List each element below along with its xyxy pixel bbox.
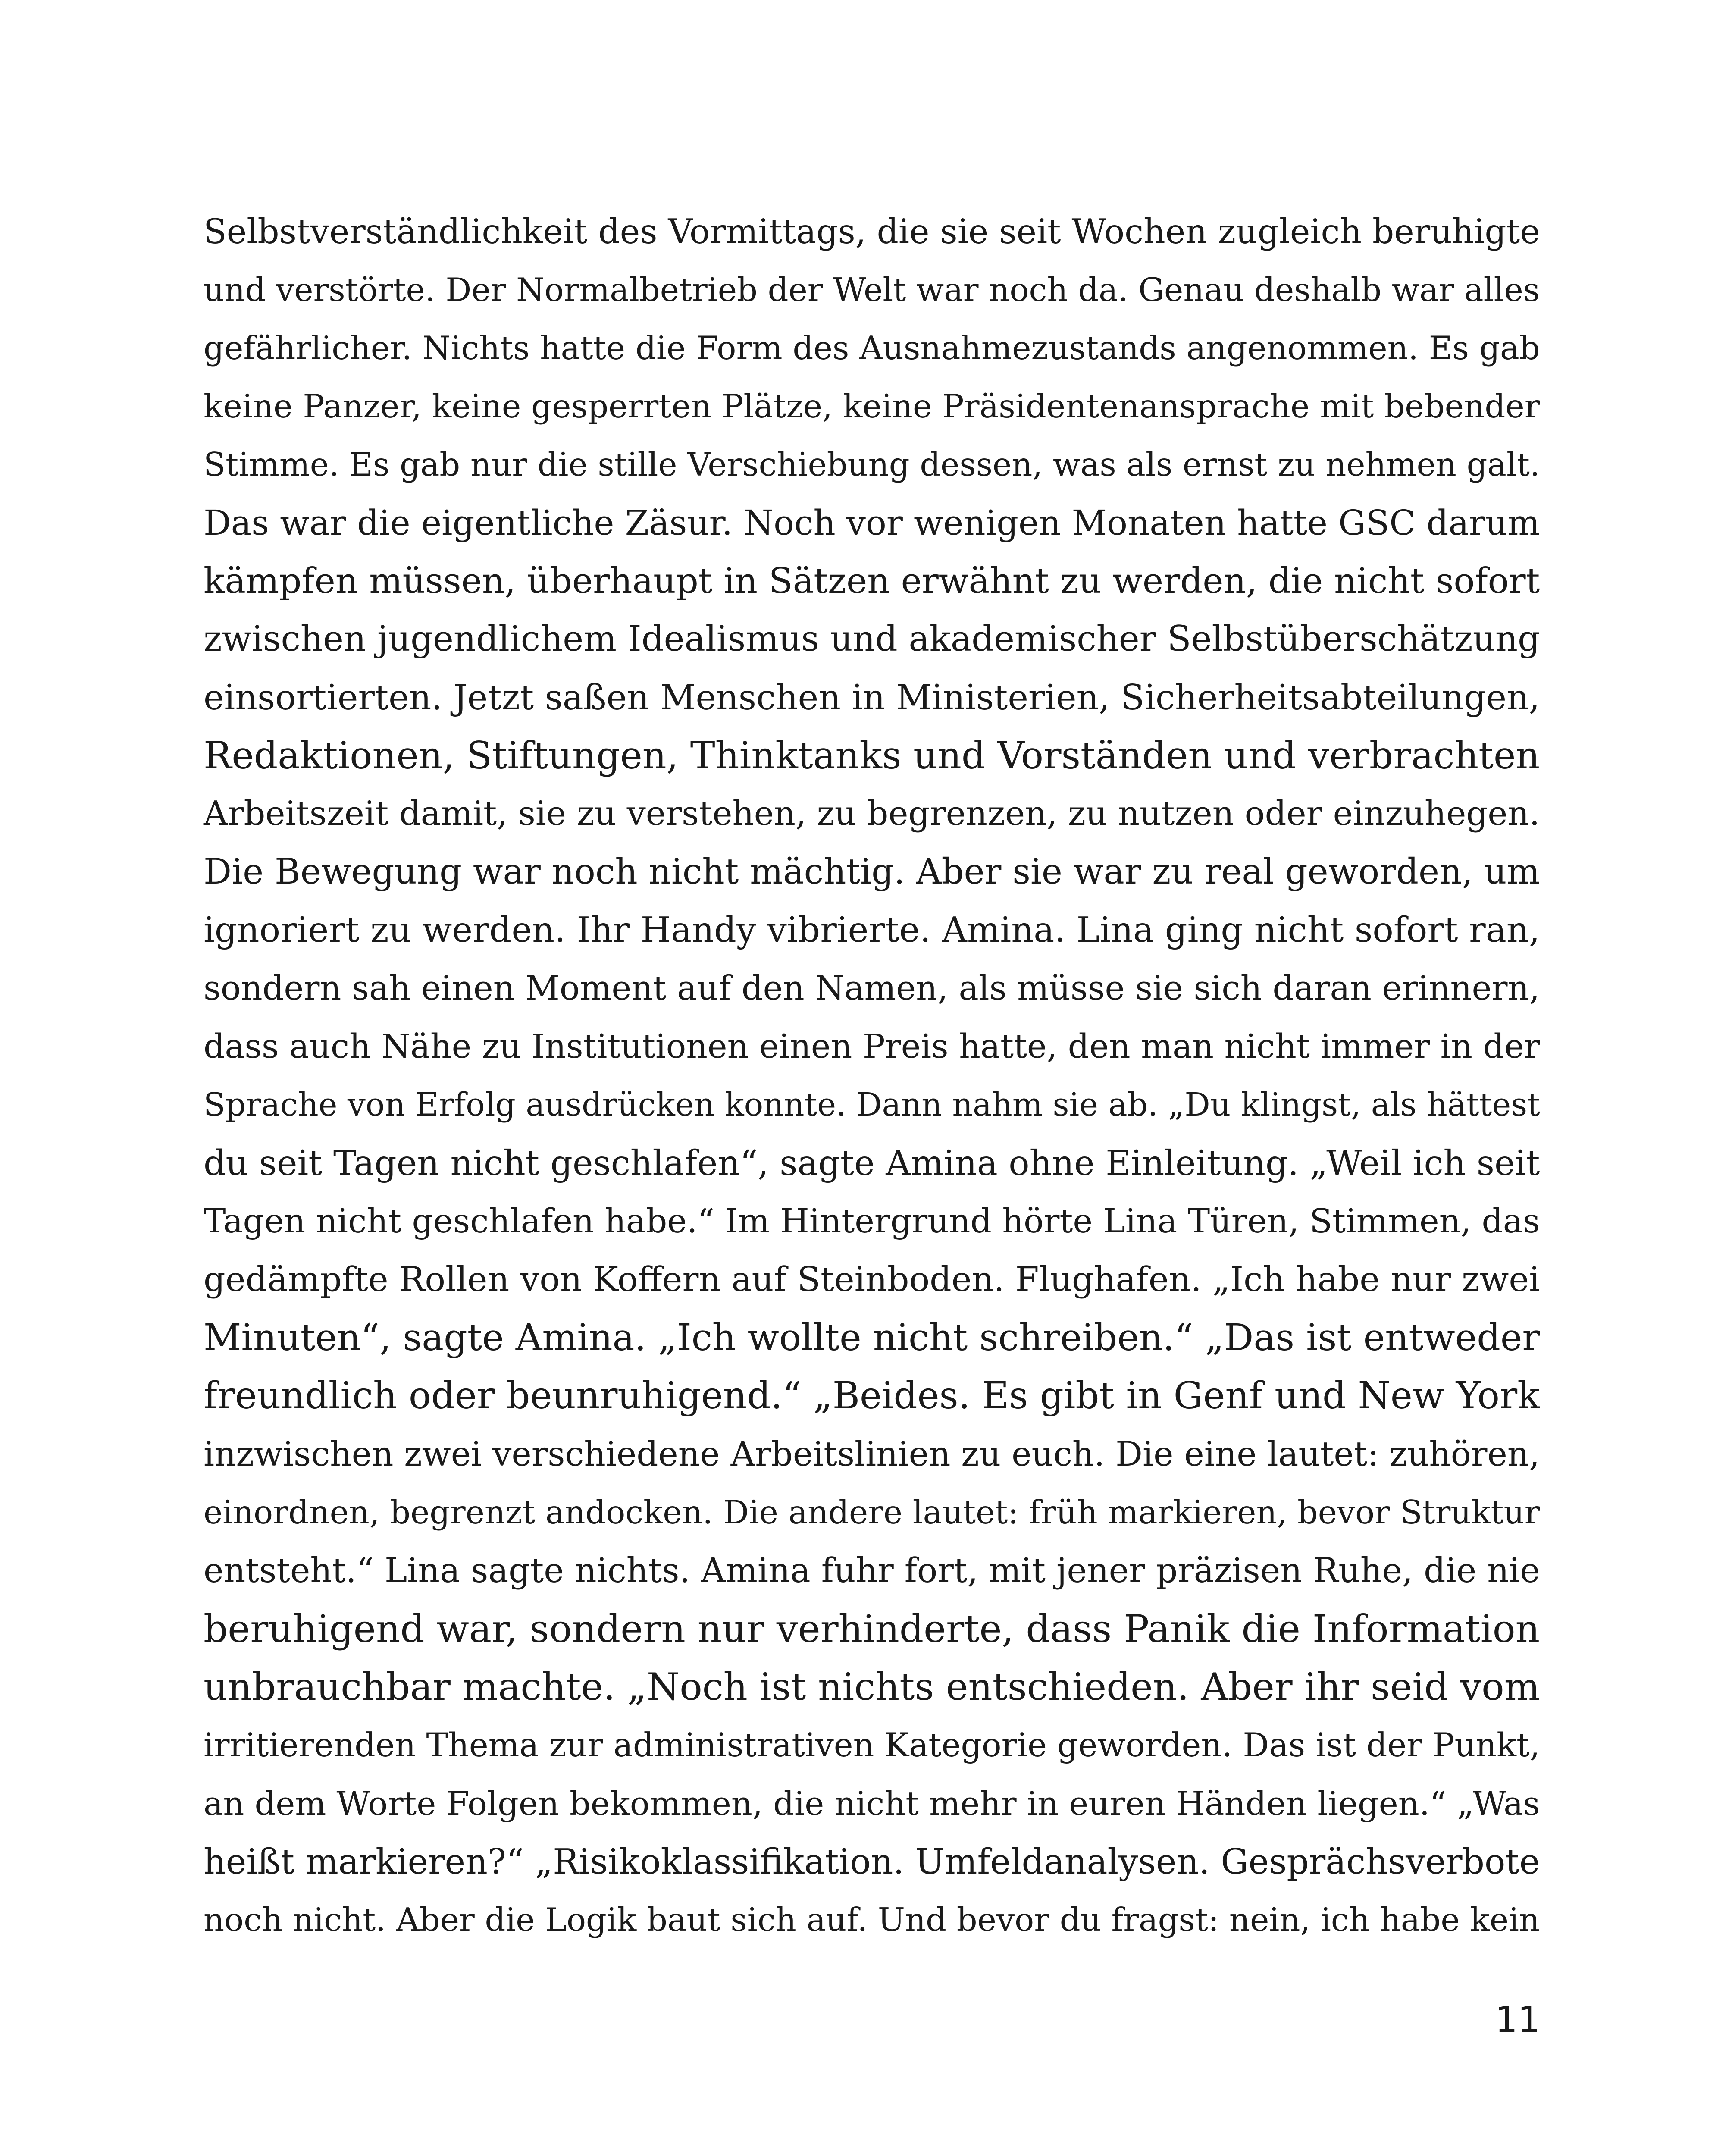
text-line: gedämpfte Rollen von Koffern auf Steinboden. Flughafen. „Ich habe nur zwei [204,1260,1540,1299]
text-line: zwischen jugendlichem Idealismus und akademischer Selbstüberschätzung [204,619,1540,659]
text-line: Sprache von Erfolg ausdrücken konnte. Dann nahm sie ab. „Du klingst, als hättest [204,1086,1540,1123]
text-line: keine Panzer, keine gesperrten Plätze, keine Präsidentenansprache mit bebender [204,387,1540,425]
body-text [204,203,1540,1949]
text-line: Redaktionen, Stiftungen, Thinktanks und Vorständen und verbrachten [204,734,1540,777]
text-line: du seit Tagen nicht geschlafen“, sagte Amina ohne Einleitung. „Weil ich seit [204,1143,1540,1183]
text-line: irritierenden Thema zur administrativen Kategorie geworden. Das ist der Punkt, [204,1726,1540,1764]
text-line: einsortierten. Jetzt saßen Menschen in Ministerien, Sicherheitsabteilungen, [204,677,1540,718]
text-line: und verstörte. Der Normalbetrieb der Welt war noch da. Genau deshalb war alles [204,271,1540,309]
text-line: Arbeitszeit damit, sie zu verstehen, zu begrenzen, zu nutzen oder einzuhegen. [204,794,1540,833]
text-line: Tagen nicht geschlafen habe.“ Im Hintergrund hörte Lina Türen, Stimmen, das [204,1202,1540,1241]
text-line: an dem Worte Folgen bekommen, die nicht mehr in euren Händen liegen.“ „Was [204,1784,1540,1823]
text-line: entsteht.“ Lina sagte nichts. Amina fuhr fort, mit jener präzisen Ruhe, die nie [204,1551,1540,1590]
text-line: beruhigend war, sondern nur verhinderte, dass Panik die Information [204,1607,1540,1651]
text-line: einordnen, begrenzt andocken. Die andere lautet: früh markieren, bevor Struktur [204,1494,1540,1531]
text-line: gefährlicher. Nichts hatte die Form des Ausnahmezustands angenommen. Es gab [204,329,1540,367]
text-line: unbrauchbar machte. „Noch ist nichts entschieden. Aber ihr seid vom [204,1665,1540,1709]
text-line: sondern sah einen Moment auf den Namen, als müsse sie sich daran erinnern, [204,969,1540,1008]
text-line: ignoriert zu werden. Ihr Handy vibrierte. Amina. Lina ging nicht sofort ran, [204,910,1540,950]
text-line: freundlich oder beunruhigend.“ „Beides. Es gibt in Genf und New York [204,1374,1540,1417]
text-line: Die Bewegung war noch nicht mächtig. Aber sie war zu real geworden, um [204,852,1540,892]
text-line: kämpfen müssen, überhaupt in Sätzen erwähnt zu werden, die nicht sofort [204,561,1540,602]
text-line: Selbstverständlichkeit des Vormittags, die sie seit Wochen zugleich beruhigte [204,212,1540,251]
page-number: 11 [1495,1999,1540,2040]
text-line: Minuten“, sagte Amina. „Ich wollte nicht schreiben.“ „Das ist entweder [204,1316,1540,1359]
text-line: inzwischen zwei verschiedene Arbeitslinien zu euch. Die eine lautet: zuhören, [204,1435,1540,1474]
text-line: Das war die eigentliche Zäsur. Noch vor wenigen Monaten hatte GSC darum [204,503,1540,543]
text-line: heißt markieren?“ „Risikoklassifikation. Umfeldanalysen. Gesprächsverbote [204,1841,1540,1882]
text-line: dass auch Nähe zu Institutionen einen Preis hatte, den man nicht immer in der [204,1027,1540,1066]
text-line: noch nicht. Aber die Logik baut sich auf. Und bevor du fragst: nein, ich habe kein [204,1901,1540,1939]
text-line: Stimme. Es gab nur die stille Verschiebung dessen, was als ernst zu nehmen galt. [204,446,1540,483]
